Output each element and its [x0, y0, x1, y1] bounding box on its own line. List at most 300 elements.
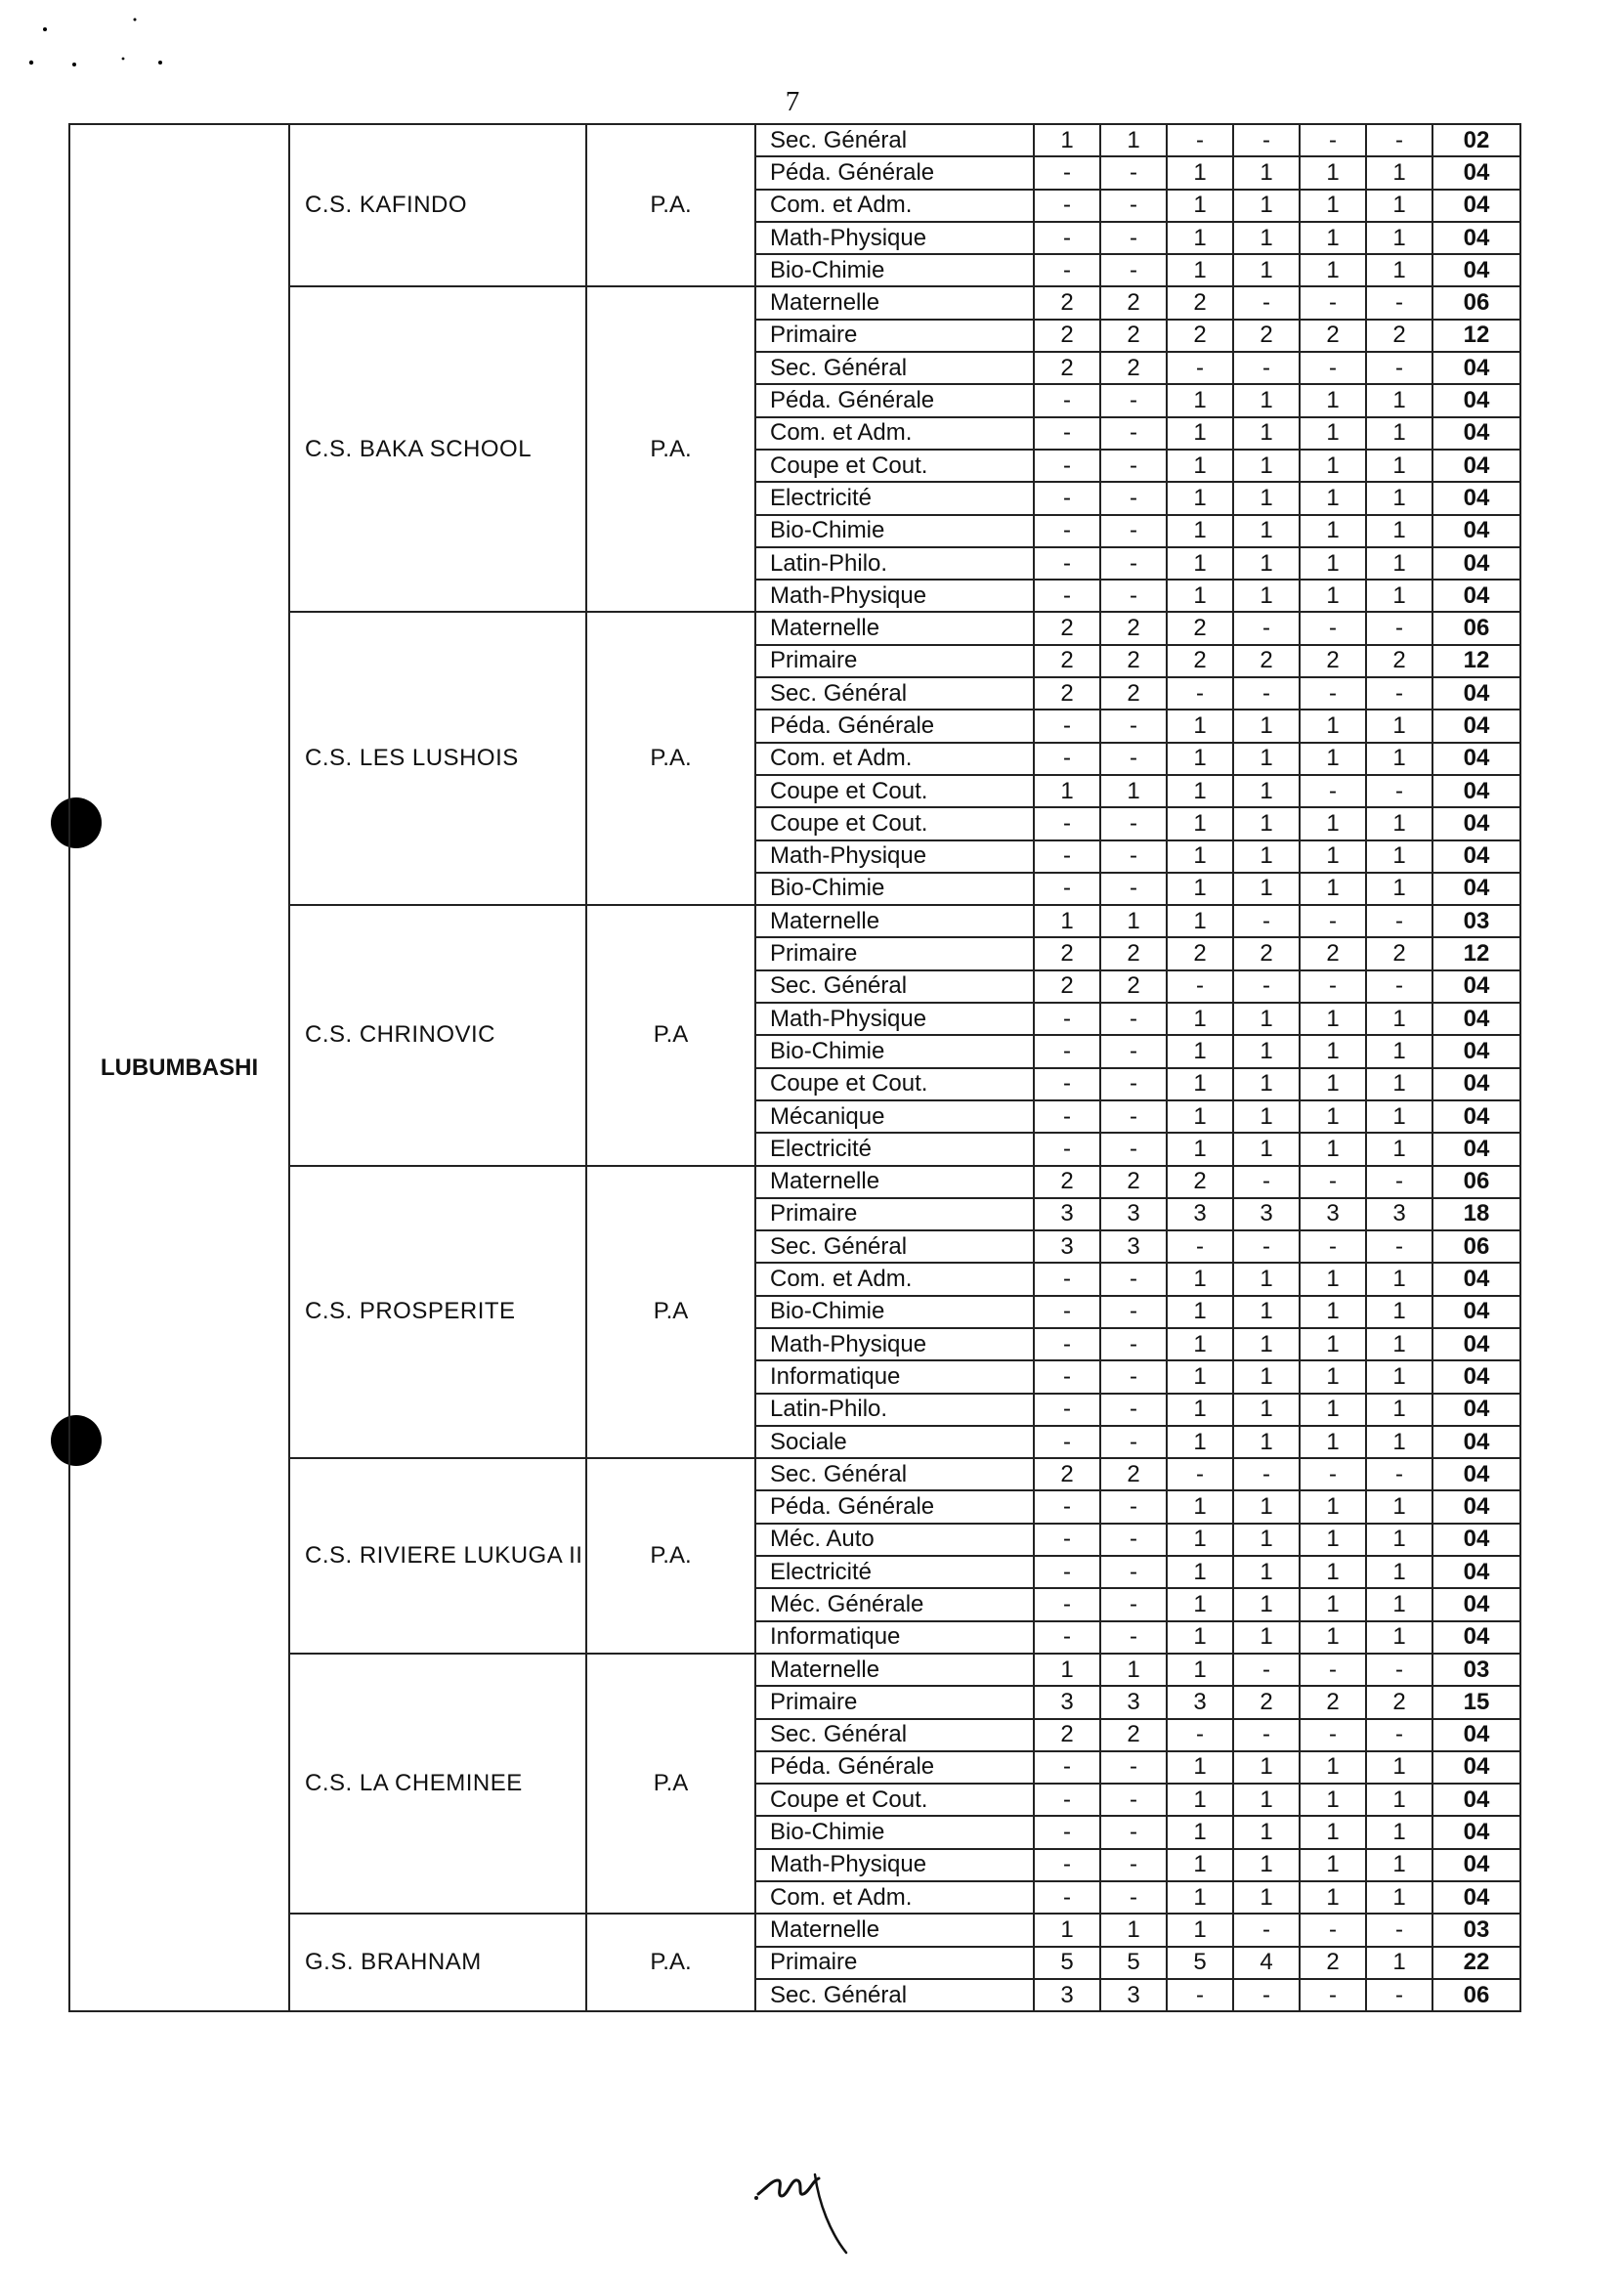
class-count-cell: 1	[1167, 1003, 1233, 1035]
class-count-cell: -	[1034, 1751, 1100, 1784]
class-count-cell: -	[1300, 1166, 1366, 1198]
school-regime: P.A.	[586, 124, 755, 286]
option-cell: Latin-Philo.	[755, 1394, 1034, 1426]
class-count-cell: 1	[1366, 1849, 1432, 1881]
class-count-cell: -	[1034, 580, 1100, 612]
total-cell: 04	[1432, 482, 1520, 514]
class-count-cell: 1	[1300, 1490, 1366, 1523]
class-count-cell: -	[1100, 1360, 1167, 1393]
class-count-cell: -	[1100, 1751, 1167, 1784]
school-regime: P.A.	[586, 286, 755, 612]
class-count-cell: 2	[1034, 1166, 1100, 1198]
class-count-cell: 2	[1034, 352, 1100, 384]
class-count-cell: -	[1233, 1230, 1300, 1263]
class-count-cell: 2	[1100, 612, 1167, 644]
class-count-cell: -	[1034, 1490, 1100, 1523]
class-count-cell: 1	[1300, 1751, 1366, 1784]
class-count-cell: 2	[1034, 1719, 1100, 1751]
class-count-cell: 1	[1300, 515, 1366, 547]
total-cell: 04	[1432, 190, 1520, 222]
class-count-cell: -	[1034, 1816, 1100, 1848]
option-cell: Informatique	[755, 1621, 1034, 1654]
class-count-cell: 1	[1167, 873, 1233, 905]
class-count-cell: 1	[1233, 1100, 1300, 1133]
option-cell: Sec. Général	[755, 677, 1034, 710]
total-cell: 04	[1432, 743, 1520, 775]
class-count-cell: 1	[1300, 1133, 1366, 1165]
class-count-cell: -	[1034, 873, 1100, 905]
class-count-cell: 1	[1167, 482, 1233, 514]
class-count-cell: 2	[1167, 937, 1233, 969]
class-count-cell: 1	[1167, 1849, 1233, 1881]
class-count-cell: 1	[1366, 450, 1432, 482]
class-count-cell: -	[1233, 124, 1300, 156]
option-cell: Péda. Générale	[755, 384, 1034, 416]
class-count-cell: 1	[1233, 1296, 1300, 1328]
class-count-cell: 1	[1300, 1394, 1366, 1426]
class-count-cell: -	[1034, 1621, 1100, 1654]
class-count-cell: 3	[1034, 1230, 1100, 1263]
class-count-cell: -	[1100, 547, 1167, 580]
class-count-cell: 1	[1233, 1263, 1300, 1295]
class-count-cell: 1	[1366, 482, 1432, 514]
class-count-cell: 3	[1100, 1230, 1167, 1263]
class-count-cell: 1	[1366, 840, 1432, 873]
total-cell: 06	[1432, 1230, 1520, 1263]
class-count-cell: 1	[1366, 384, 1432, 416]
class-count-cell: 1	[1300, 1588, 1366, 1620]
class-count-cell: -	[1366, 905, 1432, 937]
option-cell: Maternelle	[755, 1654, 1034, 1686]
option-cell: Maternelle	[755, 1914, 1034, 1946]
class-count-cell: -	[1366, 1230, 1432, 1263]
class-count-cell: -	[1366, 1719, 1432, 1751]
class-count-cell: 2	[1034, 970, 1100, 1003]
total-cell: 04	[1432, 254, 1520, 286]
class-count-cell: 1	[1233, 1394, 1300, 1426]
class-count-cell: 1	[1300, 547, 1366, 580]
class-count-cell: 2	[1233, 937, 1300, 969]
scan-speckles	[25, 14, 172, 72]
class-count-cell: 1	[1366, 515, 1432, 547]
class-count-cell: -	[1034, 222, 1100, 254]
class-count-cell: -	[1100, 1621, 1167, 1654]
class-count-cell: 1	[1167, 905, 1233, 937]
option-cell: Electricité	[755, 1556, 1034, 1588]
class-count-cell: 1	[1233, 710, 1300, 742]
class-count-cell: 1	[1300, 1035, 1366, 1067]
class-count-cell: -	[1034, 1784, 1100, 1816]
school-regime: P.A.	[586, 1458, 755, 1654]
class-count-cell: -	[1034, 190, 1100, 222]
class-count-cell: 3	[1366, 1198, 1432, 1230]
class-count-cell: 1	[1167, 1328, 1233, 1360]
class-count-cell: 1	[1300, 222, 1366, 254]
class-count-cell: 1	[1167, 743, 1233, 775]
class-count-cell: 2	[1300, 1947, 1366, 1979]
class-count-cell: 1	[1366, 1100, 1432, 1133]
class-count-cell: 5	[1167, 1947, 1233, 1979]
class-count-cell: 2	[1233, 1686, 1300, 1718]
class-count-cell: 1	[1233, 1068, 1300, 1100]
class-count-cell: -	[1366, 677, 1432, 710]
school-name: C.S. CHRINOVIC	[289, 905, 586, 1165]
class-count-cell: -	[1034, 254, 1100, 286]
total-cell: 04	[1432, 1524, 1520, 1556]
total-cell: 06	[1432, 1166, 1520, 1198]
class-count-cell: -	[1100, 807, 1167, 839]
class-count-cell: -	[1300, 905, 1366, 937]
ville-cell: LUBUMBASHI	[69, 124, 289, 2011]
class-count-cell: 5	[1034, 1947, 1100, 1979]
class-count-cell: 1	[1167, 775, 1233, 807]
class-count-cell: 1	[1233, 1524, 1300, 1556]
class-count-cell: 2	[1233, 320, 1300, 352]
option-cell: Coupe et Cout.	[755, 450, 1034, 482]
class-count-cell: 1	[1167, 1784, 1233, 1816]
class-count-cell: 1	[1100, 775, 1167, 807]
class-count-cell: 1	[1167, 1816, 1233, 1848]
class-count-cell: 2	[1100, 1458, 1167, 1490]
option-cell: Péda. Générale	[755, 1490, 1034, 1523]
class-count-cell: 1	[1366, 1003, 1432, 1035]
class-count-cell: -	[1300, 124, 1366, 156]
total-cell: 04	[1432, 1816, 1520, 1848]
class-count-cell: 1	[1233, 222, 1300, 254]
class-count-cell: -	[1233, 677, 1300, 710]
total-cell: 12	[1432, 320, 1520, 352]
option-cell: Primaire	[755, 937, 1034, 969]
class-count-cell: -	[1300, 775, 1366, 807]
option-cell: Com. et Adm.	[755, 190, 1034, 222]
class-count-cell: 1	[1366, 1881, 1432, 1914]
class-count-cell: -	[1034, 1588, 1100, 1620]
option-cell: Sec. Général	[755, 124, 1034, 156]
class-count-cell: 1	[1167, 1751, 1233, 1784]
class-count-cell: -	[1100, 1784, 1167, 1816]
class-count-cell: -	[1100, 190, 1167, 222]
total-cell: 22	[1432, 1947, 1520, 1979]
total-cell: 12	[1432, 645, 1520, 677]
total-cell: 04	[1432, 775, 1520, 807]
class-count-cell: 1	[1300, 1068, 1366, 1100]
class-count-cell: 1	[1167, 222, 1233, 254]
class-count-cell: -	[1100, 515, 1167, 547]
total-cell: 18	[1432, 1198, 1520, 1230]
table-row	[69, 124, 1520, 156]
class-count-cell: 1	[1300, 1784, 1366, 1816]
school-name: C.S. PROSPERITE	[289, 1166, 586, 1459]
class-count-cell: -	[1233, 1458, 1300, 1490]
total-cell: 04	[1432, 1490, 1520, 1523]
option-cell: Bio-Chimie	[755, 515, 1034, 547]
option-cell: Péda. Générale	[755, 1751, 1034, 1784]
class-count-cell: 1	[1233, 1816, 1300, 1848]
class-count-cell: 1	[1366, 1621, 1432, 1654]
total-cell: 04	[1432, 1426, 1520, 1458]
class-count-cell: 1	[1366, 743, 1432, 775]
option-cell: Méc. Auto	[755, 1524, 1034, 1556]
school-regime: P.A	[586, 905, 755, 1165]
option-cell: Coupe et Cout.	[755, 1068, 1034, 1100]
class-count-cell: -	[1100, 1100, 1167, 1133]
class-count-cell: -	[1100, 840, 1167, 873]
option-cell: Sec. Général	[755, 1230, 1034, 1263]
class-count-cell: 1	[1233, 1490, 1300, 1523]
class-count-cell: -	[1034, 1003, 1100, 1035]
class-count-cell: 1	[1167, 1881, 1233, 1914]
class-count-cell: -	[1233, 905, 1300, 937]
class-count-cell: -	[1300, 612, 1366, 644]
class-count-cell: 2	[1167, 612, 1233, 644]
class-count-cell: 1	[1167, 1263, 1233, 1295]
total-cell: 04	[1432, 1003, 1520, 1035]
option-cell: Math-Physique	[755, 222, 1034, 254]
class-count-cell: 1	[1233, 1784, 1300, 1816]
class-count-cell: -	[1300, 1654, 1366, 1686]
class-count-cell: 1	[1233, 156, 1300, 189]
class-count-cell: -	[1233, 970, 1300, 1003]
class-count-cell: 2	[1100, 286, 1167, 319]
class-count-cell: -	[1034, 450, 1100, 482]
class-count-cell: -	[1034, 1394, 1100, 1426]
total-cell: 04	[1432, 156, 1520, 189]
total-cell: 04	[1432, 547, 1520, 580]
option-cell: Informatique	[755, 1360, 1034, 1393]
class-count-cell: -	[1167, 1230, 1233, 1263]
class-count-cell: 4	[1233, 1947, 1300, 1979]
class-count-cell: 1	[1300, 1003, 1366, 1035]
class-count-cell: 1	[1233, 1621, 1300, 1654]
class-count-cell: -	[1034, 1524, 1100, 1556]
class-count-cell: -	[1233, 1654, 1300, 1686]
class-count-cell: 1	[1366, 1524, 1432, 1556]
class-count-cell: 1	[1300, 1328, 1366, 1360]
class-count-cell: -	[1100, 1881, 1167, 1914]
class-count-cell: -	[1100, 1133, 1167, 1165]
class-count-cell: -	[1034, 1296, 1100, 1328]
class-count-cell: 3	[1034, 1198, 1100, 1230]
total-cell: 04	[1432, 710, 1520, 742]
class-count-cell: 3	[1100, 1198, 1167, 1230]
total-cell: 04	[1432, 873, 1520, 905]
staff-allocation-table	[68, 123, 1521, 2012]
total-cell: 04	[1432, 450, 1520, 482]
total-cell: 04	[1432, 580, 1520, 612]
option-cell: Com. et Adm.	[755, 1881, 1034, 1914]
class-count-cell: 1	[1366, 873, 1432, 905]
total-cell: 03	[1432, 905, 1520, 937]
option-cell: Coupe et Cout.	[755, 807, 1034, 839]
class-count-cell: -	[1100, 580, 1167, 612]
class-count-cell: 1	[1167, 417, 1233, 450]
class-count-cell: 1	[1300, 450, 1366, 482]
option-cell: Bio-Chimie	[755, 1816, 1034, 1848]
class-count-cell: -	[1366, 1654, 1432, 1686]
class-count-cell: 1	[1167, 450, 1233, 482]
class-count-cell: -	[1034, 482, 1100, 514]
class-count-cell: 1	[1366, 254, 1432, 286]
class-count-cell: -	[1034, 743, 1100, 775]
school-regime: P.A.	[586, 612, 755, 905]
class-count-cell: -	[1300, 1979, 1366, 2011]
option-cell: Mécanique	[755, 1100, 1034, 1133]
class-count-cell: 1	[1167, 156, 1233, 189]
class-count-cell: 1	[1233, 1360, 1300, 1393]
class-count-cell: 1	[1167, 840, 1233, 873]
class-count-cell: -	[1233, 1719, 1300, 1751]
option-cell: Math-Physique	[755, 1003, 1034, 1035]
class-count-cell: 1	[1233, 1426, 1300, 1458]
class-count-cell: -	[1100, 482, 1167, 514]
class-count-cell: -	[1100, 384, 1167, 416]
option-cell: Péda. Générale	[755, 156, 1034, 189]
option-cell: Maternelle	[755, 905, 1034, 937]
total-cell: 04	[1432, 1133, 1520, 1165]
class-count-cell: -	[1366, 124, 1432, 156]
class-count-cell: 2	[1034, 286, 1100, 319]
class-count-cell: 1	[1100, 905, 1167, 937]
class-count-cell: 1	[1300, 1426, 1366, 1458]
option-cell: Bio-Chimie	[755, 1035, 1034, 1067]
school-name: C.S. LA CHEMINEE	[289, 1654, 586, 1914]
class-count-cell: 1	[1233, 840, 1300, 873]
class-count-cell: -	[1100, 1296, 1167, 1328]
class-count-cell: 3	[1167, 1686, 1233, 1718]
option-cell: Primaire	[755, 1947, 1034, 1979]
class-count-cell: 1	[1167, 1296, 1233, 1328]
class-count-cell: 1	[1366, 1394, 1432, 1426]
class-count-cell: 1	[1034, 905, 1100, 937]
class-count-cell: 1	[1167, 1556, 1233, 1588]
total-cell: 04	[1432, 1068, 1520, 1100]
option-cell: Primaire	[755, 645, 1034, 677]
total-cell: 04	[1432, 1458, 1520, 1490]
school-name: G.S. BRAHNAM	[289, 1914, 586, 2011]
total-cell: 04	[1432, 1100, 1520, 1133]
class-count-cell: -	[1100, 873, 1167, 905]
total-cell: 04	[1432, 1328, 1520, 1360]
class-count-cell: 3	[1034, 1979, 1100, 2011]
option-cell: Com. et Adm.	[755, 417, 1034, 450]
class-count-cell: 1	[1034, 775, 1100, 807]
page-number: 7	[785, 86, 800, 117]
class-count-cell: 1	[1034, 1654, 1100, 1686]
class-count-cell: -	[1233, 1979, 1300, 2011]
class-count-cell: -	[1034, 156, 1100, 189]
class-count-cell: -	[1100, 1588, 1167, 1620]
class-count-cell: 1	[1366, 190, 1432, 222]
class-count-cell: 1	[1167, 190, 1233, 222]
class-count-cell: 1	[1233, 1588, 1300, 1620]
class-count-cell: 1	[1167, 1588, 1233, 1620]
class-count-cell: -	[1100, 1003, 1167, 1035]
class-count-cell: 2	[1300, 320, 1366, 352]
class-count-cell: 2	[1100, 970, 1167, 1003]
school-name: C.S. KAFINDO	[289, 124, 586, 286]
class-count-cell: 1	[1233, 547, 1300, 580]
class-count-cell: 1	[1366, 1947, 1432, 1979]
class-count-cell: -	[1167, 1719, 1233, 1751]
class-count-cell: 1	[1300, 1296, 1366, 1328]
class-count-cell: 1	[1366, 710, 1432, 742]
class-count-cell: -	[1300, 970, 1366, 1003]
class-count-cell: -	[1100, 1426, 1167, 1458]
option-cell: Maternelle	[755, 612, 1034, 644]
class-count-cell: 1	[1100, 1654, 1167, 1686]
class-count-cell: -	[1366, 1979, 1432, 2011]
class-count-cell: 1	[1366, 1296, 1432, 1328]
option-cell: Primaire	[755, 1686, 1034, 1718]
class-count-cell: -	[1100, 417, 1167, 450]
class-count-cell: 2	[1366, 937, 1432, 969]
class-count-cell: 1	[1300, 254, 1366, 286]
school-regime: P.A	[586, 1166, 755, 1459]
class-count-cell: 1	[1233, 743, 1300, 775]
school-regime: P.A.	[586, 1914, 755, 2011]
class-count-cell: 1	[1366, 1426, 1432, 1458]
total-cell: 12	[1432, 937, 1520, 969]
class-count-cell: 1	[1167, 1490, 1233, 1523]
class-count-cell: -	[1233, 1914, 1300, 1946]
class-count-cell: 5	[1100, 1947, 1167, 1979]
class-count-cell: -	[1366, 1166, 1432, 1198]
class-count-cell: 1	[1167, 1133, 1233, 1165]
class-count-cell: 2	[1167, 286, 1233, 319]
class-count-cell: -	[1366, 1458, 1432, 1490]
class-count-cell: -	[1366, 286, 1432, 319]
class-count-cell: -	[1100, 1035, 1167, 1067]
class-count-cell: 1	[1167, 1360, 1233, 1393]
total-cell: 06	[1432, 1979, 1520, 2011]
class-count-cell: 1	[1366, 1588, 1432, 1620]
option-cell: Sec. Général	[755, 970, 1034, 1003]
class-count-cell: 1	[1300, 190, 1366, 222]
class-count-cell: -	[1034, 1556, 1100, 1588]
class-count-cell: -	[1167, 677, 1233, 710]
class-count-cell: 1	[1233, 775, 1300, 807]
class-count-cell: 1	[1233, 254, 1300, 286]
class-count-cell: 1	[1366, 1263, 1432, 1295]
total-cell: 15	[1432, 1686, 1520, 1718]
class-count-cell: 2	[1100, 677, 1167, 710]
total-cell: 04	[1432, 1784, 1520, 1816]
class-count-cell: -	[1034, 547, 1100, 580]
class-count-cell: 1	[1366, 1035, 1432, 1067]
class-count-cell: -	[1300, 677, 1366, 710]
class-count-cell: 2	[1100, 645, 1167, 677]
class-count-cell: 2	[1100, 1166, 1167, 1198]
class-count-cell: 1	[1300, 1263, 1366, 1295]
class-count-cell: 1	[1366, 1360, 1432, 1393]
class-count-cell: 1	[1300, 710, 1366, 742]
class-count-cell: 1	[1167, 807, 1233, 839]
option-cell: Sociale	[755, 1426, 1034, 1458]
class-count-cell: -	[1034, 710, 1100, 742]
class-count-cell: 1	[1233, 1849, 1300, 1881]
class-count-cell: 1	[1034, 1914, 1100, 1946]
class-count-cell: -	[1100, 1849, 1167, 1881]
total-cell: 04	[1432, 1556, 1520, 1588]
class-count-cell: 1	[1100, 1914, 1167, 1946]
class-count-cell: -	[1034, 1328, 1100, 1360]
class-count-cell: 3	[1233, 1198, 1300, 1230]
total-cell: 04	[1432, 384, 1520, 416]
class-count-cell: 1	[1233, 873, 1300, 905]
class-count-cell: -	[1366, 1914, 1432, 1946]
total-cell: 04	[1432, 970, 1520, 1003]
class-count-cell: 1	[1300, 743, 1366, 775]
